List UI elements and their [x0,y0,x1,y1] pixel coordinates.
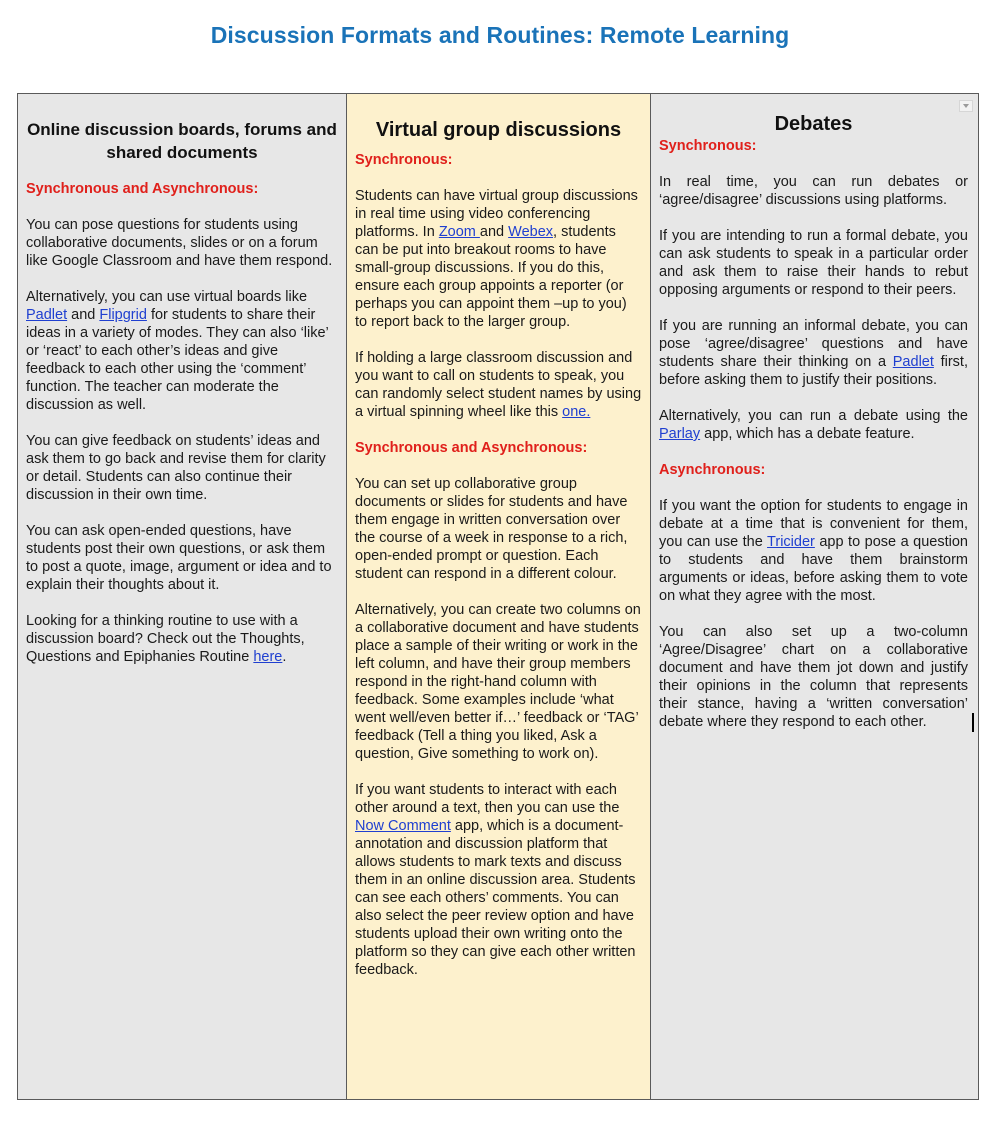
column-heading-discussion-boards: Online discussion boards, forums and shared documents [27,120,337,162]
here-link[interactable]: here [253,649,283,665]
paragraph: Looking for a thinking routine to use with a discussion board? Check out the Thoughts, Questions and Epiphanies Routine here. [26,613,305,665]
column-virtual-group [347,94,651,1099]
flipgrid-link[interactable]: Flipgrid [99,307,147,323]
paragraph: Alternatively, you can use virtual boards like Padlet and Flipgrid for students to share their ideas in a variety of modes. They can also ‘like’ or ‘react’ to each other’s ideas and give feedback to each other using the ‘comment’ function. The teacher can moderate the discussion as well. [26,289,329,413]
paragraph: In real time, you can run debates or ‘agree/disagree’ discussions using platforms. [659,174,968,208]
column-discussion-boards [18,94,347,1099]
parlay-link[interactable]: Parlay [659,426,701,442]
paragraph: Alternatively, you can create two columns on a collaborative document and have students place a sample of their writing or work in the left column, and have their group members respond in the right-hand column with feedback. Some examples include ‘what went well/even better if…’ feedback or ‘TAG’ feedback (Tell a thing you liked, Ask a question, Give something to work on). [355,602,641,762]
paragraph: You can ask open-ended questions, have students post their own questions, or ask them to post a quote, image, argument or idea and to explain their thoughts about it. [26,523,332,593]
padlet-link[interactable]: Padlet [26,307,68,323]
paragraph: You can also set up a two-column ‘Agree/Disagree’ chart on a collaborative document and have them jot down and justify their opinions in the column that represents their stance, having a ‘written conversation’ debate where they respond to each other. [659,624,968,730]
subheading-synchronous: Synchronous: [355,152,453,168]
paragraph: If you are intending to run a formal debate, you can ask students to speak in a particular order and ask them to raise their hands to rebut opposing arguments or respond to their peers. [659,228,968,298]
formats-table [17,93,979,1100]
text-cursor [972,713,974,732]
padlet-link[interactable]: Padlet [892,354,934,370]
paragraph: If you are running an informal debate, you can pose ‘agree/disagree’ questions and have students share their thinking on a Padlet first, before asking them to justify their positions. [659,318,968,388]
zoom-link[interactable]: Zoom [438,224,480,240]
paragraph: Alternatively, you can run a debate using the Parlay app, which has a debate feature. [659,408,968,442]
spinning-wheel-link[interactable]: one. [562,404,591,420]
paragraph: Students can have virtual group discussions in real time using video conferencing platforms. In Zoom and Webex, students can be put into breakout rooms to have small-group discussions. If you do this, ensure each group appoints a reporter (or perhaps you can appoint them –up to you) to report back to the larger group. [355,188,638,330]
tricider-link[interactable]: Tricider [767,534,815,550]
subheading-asynchronous: Asynchronous: [659,462,766,478]
subheading-sync-async: Synchronous and Asynchronous: [26,181,259,197]
webex-link[interactable]: Webex [508,224,554,240]
paragraph: If you want students to interact with each other around a text, then you can use the Now Comment app, which is a document-annotation and discussion platform that allows students to mark texts and discuss them in an online discussion area. Students can see each others’ comments. You can also select the peer review option and have students upload their own writing onto the platform so they can give each other written feedback. [355,782,636,978]
subheading-sync-async: Synchronous and Asynchronous: [355,440,588,456]
column-debates [651,94,978,1099]
paragraph: You can give feedback on students’ ideas and ask them to go back and revise them for clarity or detail. Students can also continue their discussion in their own time. [26,433,326,503]
paragraph: If holding a large classroom discussion and you want to call on students to speak, you can randomly select student names by using a virtual spinning wheel like this one. [355,350,642,420]
now-comment-link[interactable]: Now Comment [355,818,451,834]
column-heading-virtual-group: Virtual group discussions [375,119,622,141]
column-heading-debates: Debates [774,113,853,135]
paragraph: You can set up collaborative group documents or slides for students and have them engage in written conversation over the course of a week in response to a rich, open-ended prompt or question. Each student can respond in a different colour. [355,476,628,582]
paragraph: You can pose questions for students using collaborative documents, slides or on a forum like Google Classroom and have them respond. [26,217,333,269]
page-title: Discussion Formats and Routines: Remote Learning [210,22,790,48]
paragraph: If you want the option for students to engage in debate at a time that is convenient for them, you can use the Tricider app to pose a question to students and have them brainstorm arguments or ideas, before asking them to vote on what they agree with the most. [659,498,968,604]
subheading-synchronous: Synchronous: [659,138,757,154]
dropdown-arrow-icon[interactable] [959,100,973,112]
